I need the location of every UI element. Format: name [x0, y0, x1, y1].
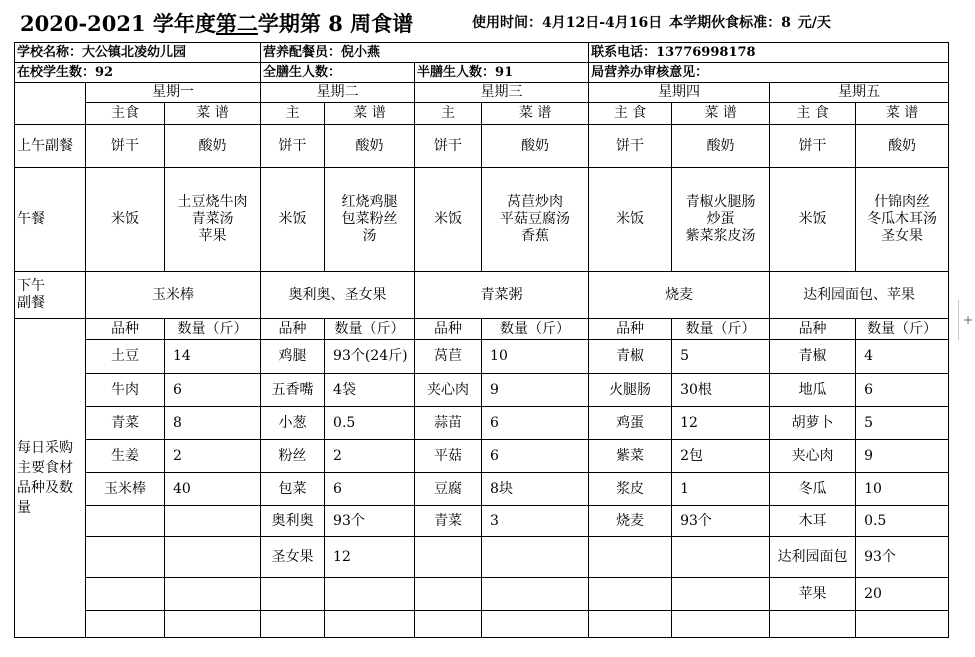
morning-staple: 饼干: [770, 125, 856, 168]
day-header-row: [15, 83, 949, 103]
item-name: 平菇: [415, 440, 482, 473]
item-name: [589, 611, 672, 638]
col-name-header: 品种: [770, 319, 856, 340]
item-qty: 4: [856, 340, 949, 374]
item-qty: [482, 578, 589, 611]
morning-staple: 饼干: [415, 125, 482, 168]
item-name: [589, 537, 672, 578]
lunch-dishes: [672, 168, 770, 272]
lunch-dish-line: 香蕉: [521, 228, 550, 244]
half-board-cell: 半膳生人数：91: [415, 63, 589, 83]
afternoon-snack-row: [15, 272, 949, 319]
usage-meta: 使用时间：4月12日-4月16日 本学期伙食标准：8 元/天: [472, 15, 831, 31]
lunch-dish-line: 土豆烧牛肉: [177, 194, 248, 210]
phone-cell: 联系电话：13776998178: [589, 43, 949, 63]
item-name: [86, 611, 165, 638]
item-qty: [165, 537, 261, 578]
staple-header: 主 食: [589, 103, 672, 125]
item-name: [86, 578, 165, 611]
item-qty: [325, 611, 415, 638]
dish-header: 菜 谱: [165, 103, 261, 125]
item-qty: 8: [165, 407, 261, 440]
item-name: 紫菜: [589, 440, 672, 473]
nutritionist-cell: 营养配餐员：倪小燕: [261, 43, 589, 63]
item-qty: 2: [325, 440, 415, 473]
lunch-dish-line: 苹果: [198, 228, 227, 244]
lunch-staple: 米饭: [261, 168, 325, 272]
item-qty: [165, 506, 261, 537]
day-header: 星期三: [415, 83, 589, 103]
school-name-cell: 学校名称：大公镇北凌幼儿园: [15, 43, 261, 63]
item-qty: 93个(24斤): [325, 340, 415, 374]
item-name: 豆腐: [415, 473, 482, 506]
item-qty: 5: [856, 407, 949, 440]
lunch-dish-line: 莴苣炒肉: [507, 194, 564, 210]
item-qty: [482, 537, 589, 578]
lunch-dish-line: 红烧鸡腿: [341, 194, 398, 210]
col-qty-header: 数量（斤）: [856, 319, 949, 340]
item-qty: 2包: [672, 440, 770, 473]
item-name: 圣女果: [261, 537, 325, 578]
col-name-header: 品种: [86, 319, 165, 340]
item-qty: 93个: [672, 506, 770, 537]
item-name: 鸡蛋: [589, 407, 672, 440]
col-name-header: 品种: [415, 319, 482, 340]
item-name: 夹心肉: [770, 440, 856, 473]
staple-header: 主食: [86, 103, 165, 125]
item-qty: [672, 578, 770, 611]
lunch-label: 午餐: [15, 168, 86, 272]
item-name: 烧麦: [589, 506, 672, 537]
purchase-row: [15, 340, 949, 374]
item-name: 浆皮: [589, 473, 672, 506]
item-name: 冬瓜: [770, 473, 856, 506]
item-qty: [672, 537, 770, 578]
purchase-label-text: 每日采购主要食材品种及数量: [17, 440, 73, 516]
item-qty: [165, 611, 261, 638]
morning-staple: 饼干: [86, 125, 165, 168]
item-name: 粉丝: [261, 440, 325, 473]
item-name: [415, 611, 482, 638]
item-name: 五香嘴: [261, 374, 325, 407]
corner-cell: [15, 83, 86, 125]
item-qty: 0.5: [856, 506, 949, 537]
menu-table: [14, 42, 949, 638]
purchase-row: [15, 537, 949, 578]
item-name: 胡萝卜: [770, 407, 856, 440]
afternoon-label: [15, 272, 86, 319]
morning-staple: 饼干: [589, 125, 672, 168]
afternoon-label-line: 副餐: [17, 295, 45, 311]
item-name: 达利园面包: [770, 537, 856, 578]
staple-header: 主: [261, 103, 325, 125]
item-qty: 1: [672, 473, 770, 506]
purchase-row: [15, 473, 949, 506]
lunch-dishes: [482, 168, 589, 272]
item-qty: 10: [482, 340, 589, 374]
item-qty: 8块: [482, 473, 589, 506]
item-qty: 30根: [672, 374, 770, 407]
full-board-cell: 全膳生人数：: [261, 63, 415, 83]
afternoon-snack: 奥利奥、圣女果: [261, 272, 415, 319]
dish-header: 菜 谱: [856, 103, 949, 125]
morning-dish: 酸奶: [482, 125, 589, 168]
morning-label: 上午副餐: [15, 125, 86, 168]
item-name: 小葱: [261, 407, 325, 440]
day-header: 星期四: [589, 83, 770, 103]
item-qty: 14: [165, 340, 261, 374]
afternoon-snack: 烧麦: [589, 272, 770, 319]
col-qty-header: 数量（斤）: [165, 319, 261, 340]
item-qty: 12: [672, 407, 770, 440]
item-name: 青椒: [589, 340, 672, 374]
item-name: 苹果: [770, 578, 856, 611]
item-name: [86, 506, 165, 537]
morning-staple: 饼干: [261, 125, 325, 168]
afternoon-snack: 青菜粥: [415, 272, 589, 319]
col-qty-header: 数量（斤）: [672, 319, 770, 340]
title-prefix: 2020-2021 学年度: [20, 11, 216, 36]
day-header: 星期五: [770, 83, 949, 103]
item-name: [770, 611, 856, 638]
item-qty: 6: [325, 473, 415, 506]
item-name: 生姜: [86, 440, 165, 473]
lunch-dish-line: 汤: [362, 228, 377, 244]
lunch-dish-line: 包菜粉丝: [341, 211, 398, 227]
col-name-header: 品种: [589, 319, 672, 340]
purchase-row: [15, 407, 949, 440]
staple-header: 主 食: [770, 103, 856, 125]
afternoon-snack: 玉米棒: [86, 272, 261, 319]
lunch-dishes: [856, 168, 949, 272]
purchase-row: [15, 506, 949, 537]
item-qty: 4袋: [325, 374, 415, 407]
lunch-staple: 米饭: [86, 168, 165, 272]
item-name: 土豆: [86, 340, 165, 374]
lunch-staple: 米饭: [770, 168, 856, 272]
afternoon-label-line: 下午: [17, 278, 45, 294]
item-qty: [325, 578, 415, 611]
purchase-label: [15, 319, 86, 638]
lunch-row: [15, 168, 949, 272]
lunch-dishes: [325, 168, 415, 272]
lunch-dish-line: 平菇豆腐汤: [500, 211, 571, 227]
item-qty: [482, 611, 589, 638]
item-qty: 3: [482, 506, 589, 537]
item-name: 火腿肠: [589, 374, 672, 407]
item-qty: 12: [325, 537, 415, 578]
lunch-dish-line: 炒蛋: [706, 211, 735, 227]
item-name: 包菜: [261, 473, 325, 506]
item-name: [261, 611, 325, 638]
item-name: 玉米棒: [86, 473, 165, 506]
lunch-dish-line: 冬瓜木耳汤: [867, 211, 938, 227]
item-qty: 9: [482, 374, 589, 407]
item-qty: [672, 611, 770, 638]
purchase-row: [15, 374, 949, 407]
item-name: [86, 537, 165, 578]
morning-dish: 酸奶: [856, 125, 949, 168]
item-name: [261, 578, 325, 611]
item-name: 青菜: [86, 407, 165, 440]
item-qty: 6: [482, 407, 589, 440]
lunch-staple: 米饭: [589, 168, 672, 272]
title-suffix: 学期第 8 周食谱: [257, 11, 414, 36]
item-name: 地瓜: [770, 374, 856, 407]
day-header: 星期二: [261, 83, 415, 103]
students-cell: 在校学生数：92: [15, 63, 261, 83]
morning-dish: 酸奶: [165, 125, 261, 168]
afternoon-snack: 达利园面包、苹果: [770, 272, 949, 319]
purchase-row: [15, 578, 949, 611]
dish-header: 菜 谱: [482, 103, 589, 125]
title-underlined: 第二: [215, 11, 258, 36]
review-cell: 局营养办审核意见：: [589, 63, 949, 83]
morning-dish: 酸奶: [325, 125, 415, 168]
lunch-dish-line: 圣女果: [881, 228, 924, 244]
item-name: 蒜苗: [415, 407, 482, 440]
col-qty-header: 数量（斤）: [482, 319, 589, 340]
expand-plus-icon[interactable]: +: [963, 313, 974, 327]
dish-header: 菜 谱: [325, 103, 415, 125]
lunch-dish-line: 青椒火腿肠: [685, 194, 756, 210]
item-qty: 10: [856, 473, 949, 506]
item-qty: 93个: [325, 506, 415, 537]
lunch-dish-line: 紫菜浆皮汤: [685, 228, 756, 244]
item-name: 鸡腿: [261, 340, 325, 374]
morning-snack-row: [15, 125, 949, 168]
sub-header-row: [15, 103, 949, 125]
staple-header: 主: [415, 103, 482, 125]
item-name: 木耳: [770, 506, 856, 537]
item-qty: 6: [482, 440, 589, 473]
item-name: [415, 537, 482, 578]
purchase-header-row: [15, 319, 949, 340]
item-name: 青菜: [415, 506, 482, 537]
item-qty: 2: [165, 440, 261, 473]
item-qty: [165, 578, 261, 611]
item-name: 牛肉: [86, 374, 165, 407]
item-qty: 0.5: [325, 407, 415, 440]
title-bar: [0, 0, 975, 42]
item-name: [415, 578, 482, 611]
morning-dish: 酸奶: [672, 125, 770, 168]
lunch-dish-line: 青菜汤: [191, 211, 234, 227]
lunch-staple: 米饭: [415, 168, 482, 272]
lunch-dishes: [165, 168, 261, 272]
item-qty: 5: [672, 340, 770, 374]
purchase-row: [15, 611, 949, 638]
item-name: [589, 578, 672, 611]
item-qty: 20: [856, 578, 949, 611]
page-title: [20, 8, 413, 38]
lunch-dish-line: 什锦肉丝: [874, 194, 931, 210]
info-row-1: [15, 43, 949, 63]
item-name: 奥利奥: [261, 506, 325, 537]
item-name: 莴苣: [415, 340, 482, 374]
item-qty: 93个: [856, 537, 949, 578]
day-header: 星期一: [86, 83, 261, 103]
item-name: 青椒: [770, 340, 856, 374]
info-row-2: [15, 63, 949, 83]
purchase-row: [15, 440, 949, 473]
col-qty-header: 数量（斤）: [325, 319, 415, 340]
col-name-header: 品种: [261, 319, 325, 340]
item-qty: [856, 611, 949, 638]
item-qty: 9: [856, 440, 949, 473]
item-qty: 40: [165, 473, 261, 506]
item-qty: 6: [856, 374, 949, 407]
item-name: 夹心肉: [415, 374, 482, 407]
dish-header: 菜 谱: [672, 103, 770, 125]
item-qty: 6: [165, 374, 261, 407]
